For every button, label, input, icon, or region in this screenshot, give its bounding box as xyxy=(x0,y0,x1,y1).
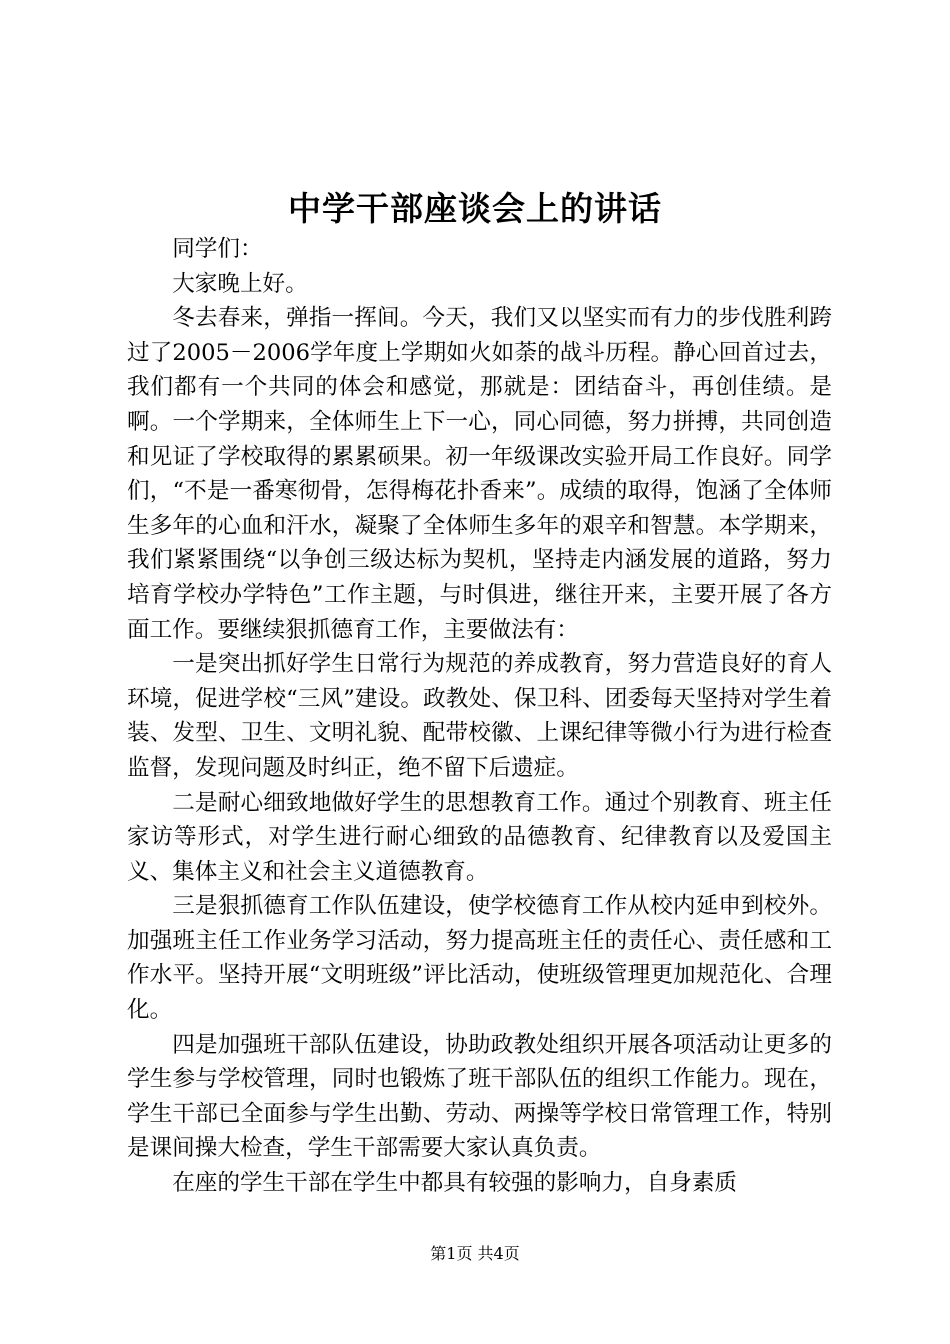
paragraph-point-4: 四是加强班干部队伍建设，协助政教处组织开展各项活动让更多的学生参与学校管理，同时也锻炼了班干部队伍的组织工作能力。现在，学生干部已全面参与学生出勤、劳动、两操等学校日常管理工作，特别是课间操大检查，学生干部需要大家认真负责。 xyxy=(127,1031,832,1162)
salutation: 同学们： xyxy=(172,236,263,262)
greeting: 大家晚上好。 xyxy=(172,270,308,297)
paragraph-point-3: 三是狠抓德育工作队伍建设，使学校德育工作从校内延申到校外。加强班主任工作业务学习活动，努力提高班主任的责任心、责任感和工作水平。坚持开展“文明班级”评比活动，使班级管理更加规范化、合理化。 xyxy=(127,893,832,1024)
paragraph-continued: 在座的学生干部在学生中都具有较强的影响力，自身素质 xyxy=(172,1170,738,1197)
page-number-footer: 第1页 共4页 xyxy=(430,1244,520,1263)
paragraph-point-1: 一是突出抓好学生日常行为规范的养成教育，努力营造良好的育人环境，促进学校“三风”建设。政教处、保卫科、团委每天坚持对学生着装、发型、卫生、文明礼貌、配带校徽、上课纪律等微小行为进行检查监督，发现问题及时纠正，绝不留下后遗症。 xyxy=(127,651,832,781)
paragraph-point-2: 二是耐心细致地做好学生的思想教育工作。通过个别教育、班主任家访等形式，对学生进行耐心细致的品德教育、纪律教育以及爱国主义、集体主义和社会主义道德教育。 xyxy=(127,789,832,885)
paragraph-intro: 冬去春来，弹指一挥间。今天，我们又以坚实而有力的步伐胜利跨过了2005－2006学年度上学期如火如荼的战斗历程。静心回首过去，我们都有一个共同的体会和感觉，那就是：团结奋斗，再创佳绩。是啊。一个学期来，全体师生上下一心，同心同德，努力拼搏，共同创造和见证了学校取得的累累硕果。初一年级课改实验开局工作良好。同学们，“不是一番寒彻骨，怎得梅花扑香来”。成绩的取得，饱涵了全体师生多年的心血和汗水，凝聚了全体师生多年的艰辛和智慧。本学期来，我们紧紧围绕“以争创三级达标为契机，坚持走内涵发展的道路，努力培育学校办学特色”工作主题，与时俱进，继往开来，主要开展了各方面工作。要继续狠抓德育工作，主要做法有： xyxy=(127,305,832,643)
document-body xyxy=(127,232,832,1201)
document-title: 中学干部座谈会上的讲话 xyxy=(288,189,662,228)
